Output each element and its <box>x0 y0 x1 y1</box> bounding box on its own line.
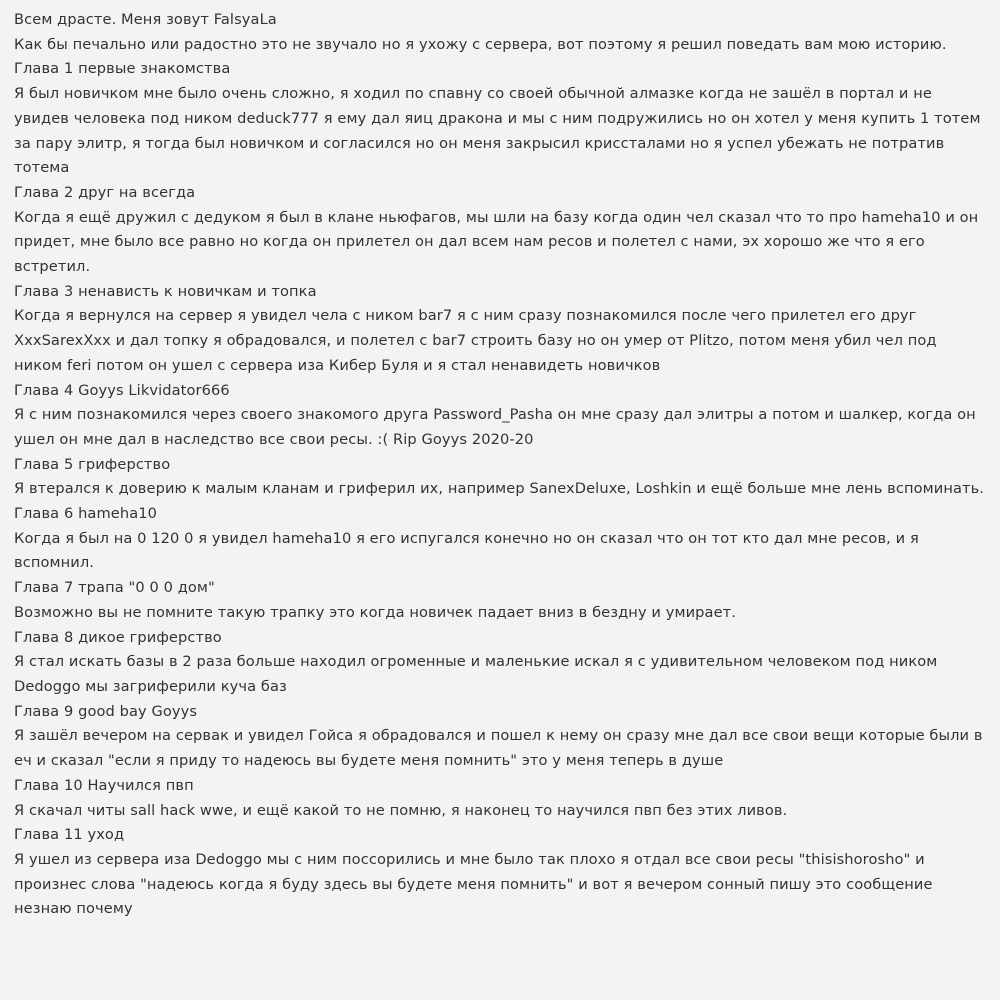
intro-paragraph: Как бы печально или радостно это не звучало но я ухожу с сервера, вот поэтому я решил поведать вам мою историю. <box>14 35 947 53</box>
chapter-9-text: Я зашёл вечером на сервак и увидел Гойса я обрадовался и пошел к нему он сразу мне дал все свои вещи которые были в еч и сказал "если я приду то надеюсь вы будете меня помнить" это у меня теперь в душе <box>14 727 983 770</box>
chapter-10-heading: Глава 10 Научился пвп <box>14 776 194 794</box>
chapter-10-text: Я скачал читы sall hack wwe, и ещё какой то не помню, я наконец то научился пвп без этих ливов. <box>14 801 788 819</box>
chapter-2-text: Когда я ещё дружил с дедуком я был в клане ньюфагов, мы шли на базу когда один чел сказал что то про hameha10 и он придет, мне было все равно но когда он прилетел он дал всем нам ресов и полетел с нами, эх хорошо же что я его встретил. <box>14 208 979 276</box>
chapter-8-heading: Глава 8 дикое гриферство <box>14 628 222 646</box>
chapter-3-text: Когда я вернулся на сервер я увидел чела с ником bar7 я с ним сразу познакомился после чего прилетел его друг XxxSarexXxx и дал топку я обрадовался, и полетел с bar7 строить базу но он умер от Plitzo, потом меня убил чел под ником feri потом он ушел с сервера иза Кибер Буля и я стал ненавидеть новичков <box>14 307 937 374</box>
chapter-9-heading: Глава 9 good bay Goyys <box>14 702 198 720</box>
chapter-6-text: Когда я был на 0 120 0 я увидел hameha10 я его испугался конечно но он сказал что он тот кто дал мне ресов, и я вспомнил. <box>14 529 919 572</box>
chapter-11-text: Я ушел из сервера иза Dedoggo мы с ним поссорились и мне было так плохо я отдал все свои ресы "thisishorosho" и произнес слова "надеюсь когда я буду здесь вы будете меня помнить" и вот я вечером сонный пишу это сообщение незнаю почему <box>14 850 933 918</box>
chapter-4-heading: Глава 4 Goyys Likvidator666 <box>14 381 230 399</box>
chapter-3-heading: Глава 3 ненависть к новичкам и топка <box>14 282 317 300</box>
greeting-line: Всем драсте. Меня зовут FalsyaLa <box>14 11 277 28</box>
chapter-11-heading: Глава 11 уход <box>14 826 125 844</box>
chapter-2-heading: Глава 2 друг на всегда <box>14 183 196 201</box>
chapter-5-heading: Глава 5 гриферство <box>14 455 171 473</box>
chapter-1-heading: Глава 1 первые знакомства <box>14 60 231 78</box>
chapter-7-text: Возможно вы не помните такую трапку это когда новичек падает вниз в бездну и умирает. <box>14 603 736 621</box>
chapter-6-heading: Глава 6 hameha10 <box>14 505 158 523</box>
chapter-7-heading: Глава 7 трапа "0 0 0 дом" <box>14 579 215 597</box>
chapter-5-text: Я втерался к доверию к малым кланам и гриферил их, например SanexDeluxe, Loshkin и ещё больше мне лень вспоминать. <box>14 480 985 498</box>
chapter-4-text: Я с ним познакомился через своего знакомого друга Password_Pasha он мне сразу дал элитры а потом и шалкер, когда он ушел он мне дал в наследство все свои ресы. :( Rip Goyys 2020-20 <box>14 406 976 448</box>
chapter-1-text: Я был новичком мне было очень сложно, я ходил по спавну со своей обычной алмазке когда не зашёл в портал и не увидев человека под ником deduck777 я ему дал яиц дракона и мы с ним подружились но он хотел у меня купить 1 тотем за пару элитр, я тогда был новичком и согласился но он меня закрысил криссталами но я успел убежать не потратив тотема <box>14 85 981 177</box>
chapter-8-text: Я стал искать базы в 2 раза больше находил огроменные и маленькие искал я с удивительном человеком под ником Dedoggo мы загриферили куча баз <box>14 653 938 695</box>
